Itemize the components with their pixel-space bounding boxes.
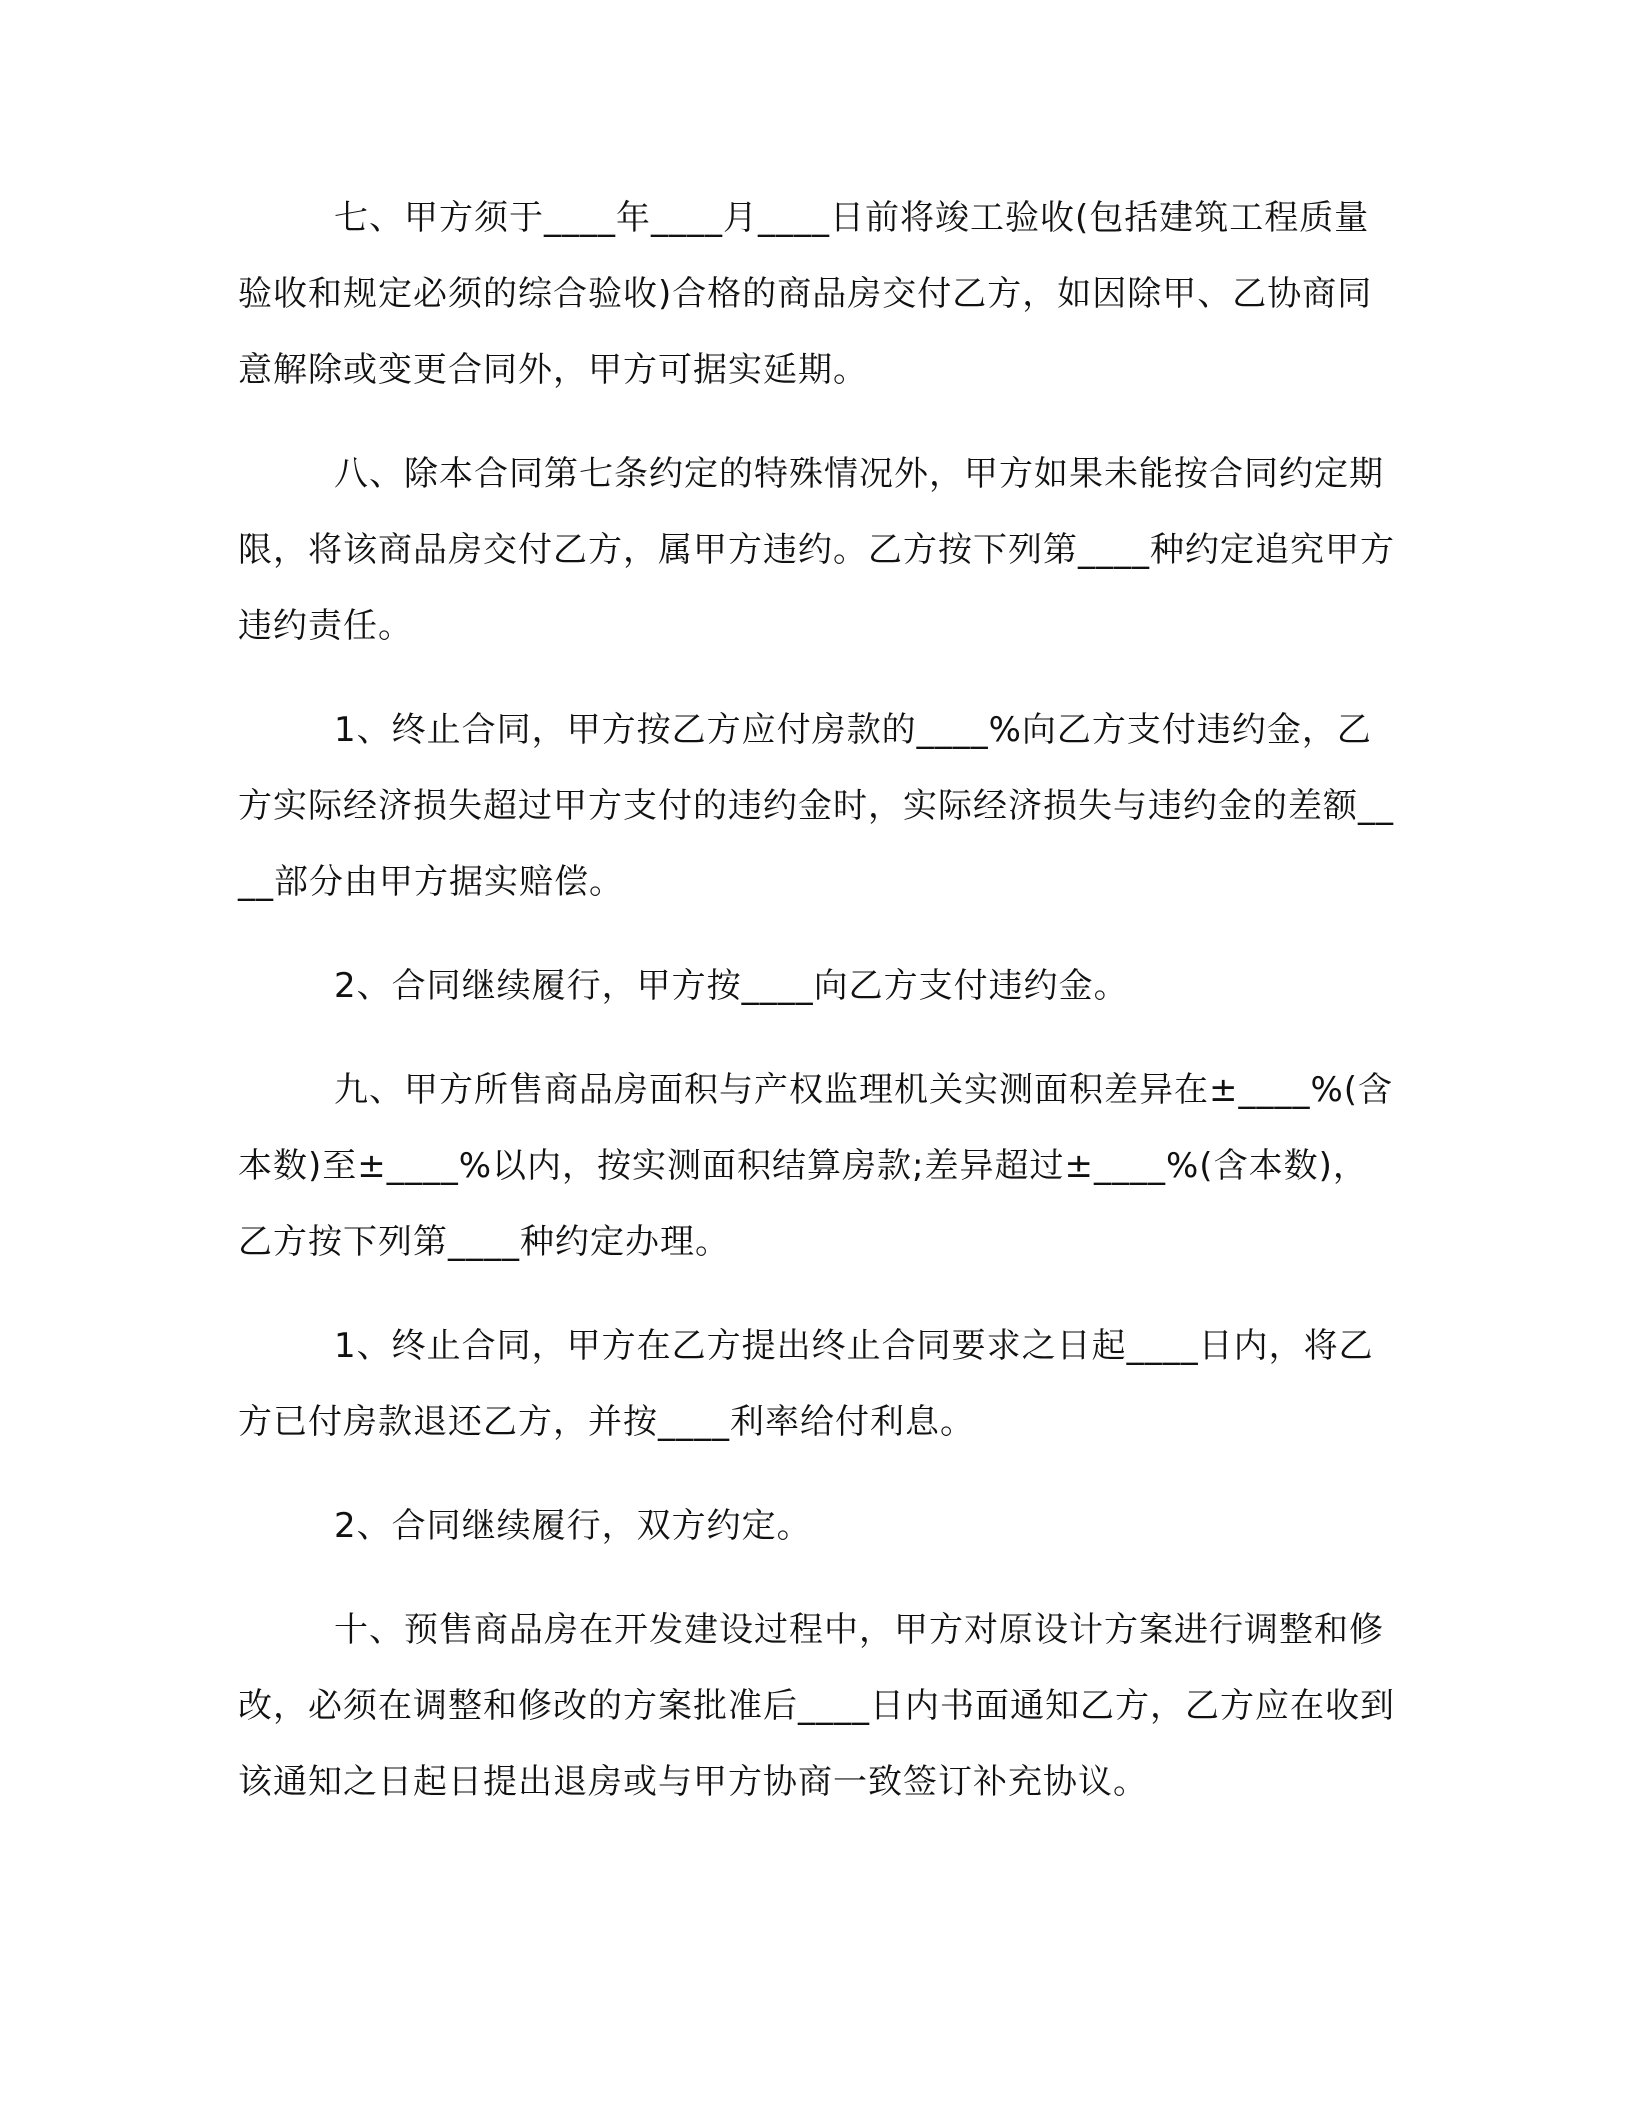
clause-9-paragraph: 九、甲方所售商品房面积与产权监理机关实测面积差异在±____%(含本数)至±____%以内，按实测面积结算房款;差异超过±____%(含本数)，乙方按下列第____种约定办理。: [238, 1070, 1394, 1262]
clause-8-option-2: 2、合同继续履行，甲方按____向乙方支付违约金。: [334, 966, 1129, 1006]
clause-7-paragraph: 七、甲方须于____年____月____日前将竣工验收(包括建筑工程质量验收和规定必须的综合验收)合格的商品房交付乙方，如因除甲、乙协商同意解除或变更合同外，甲方可据实延期。: [238, 198, 1373, 390]
clause-9-option-1: 1、终止合同，甲方在乙方提出终止合同要求之日起____日内，将乙方已付房款退还乙方，并按____利率给付利息。: [238, 1326, 1374, 1442]
document-body: [238, 180, 1398, 1820]
clause-8-option-1: 1、终止合同，甲方按乙方应付房款的____%向乙方支付违约金，乙方实际经济损失超过甲方支付的违约金时，实际经济损失与违约金的差额____部分由甲方据实赔偿。: [238, 710, 1394, 902]
clause-9-option-2: 2、合同继续履行，双方约定。: [334, 1506, 812, 1546]
clause-10-paragraph: 十、预售商品房在开发建设过程中，甲方对原设计方案进行调整和修改，必须在调整和修改的方案批准后____日内书面通知乙方，乙方应在收到该通知之日起日提出退房或与甲方协商一致签订补充协议。: [238, 1610, 1395, 1802]
clause-8-paragraph: 八、除本合同第七条约定的特殊情况外，甲方如果未能按合同约定期限，将该商品房交付乙方，属甲方违约。乙方按下列第____种约定追究甲方违约责任。: [238, 454, 1395, 646]
